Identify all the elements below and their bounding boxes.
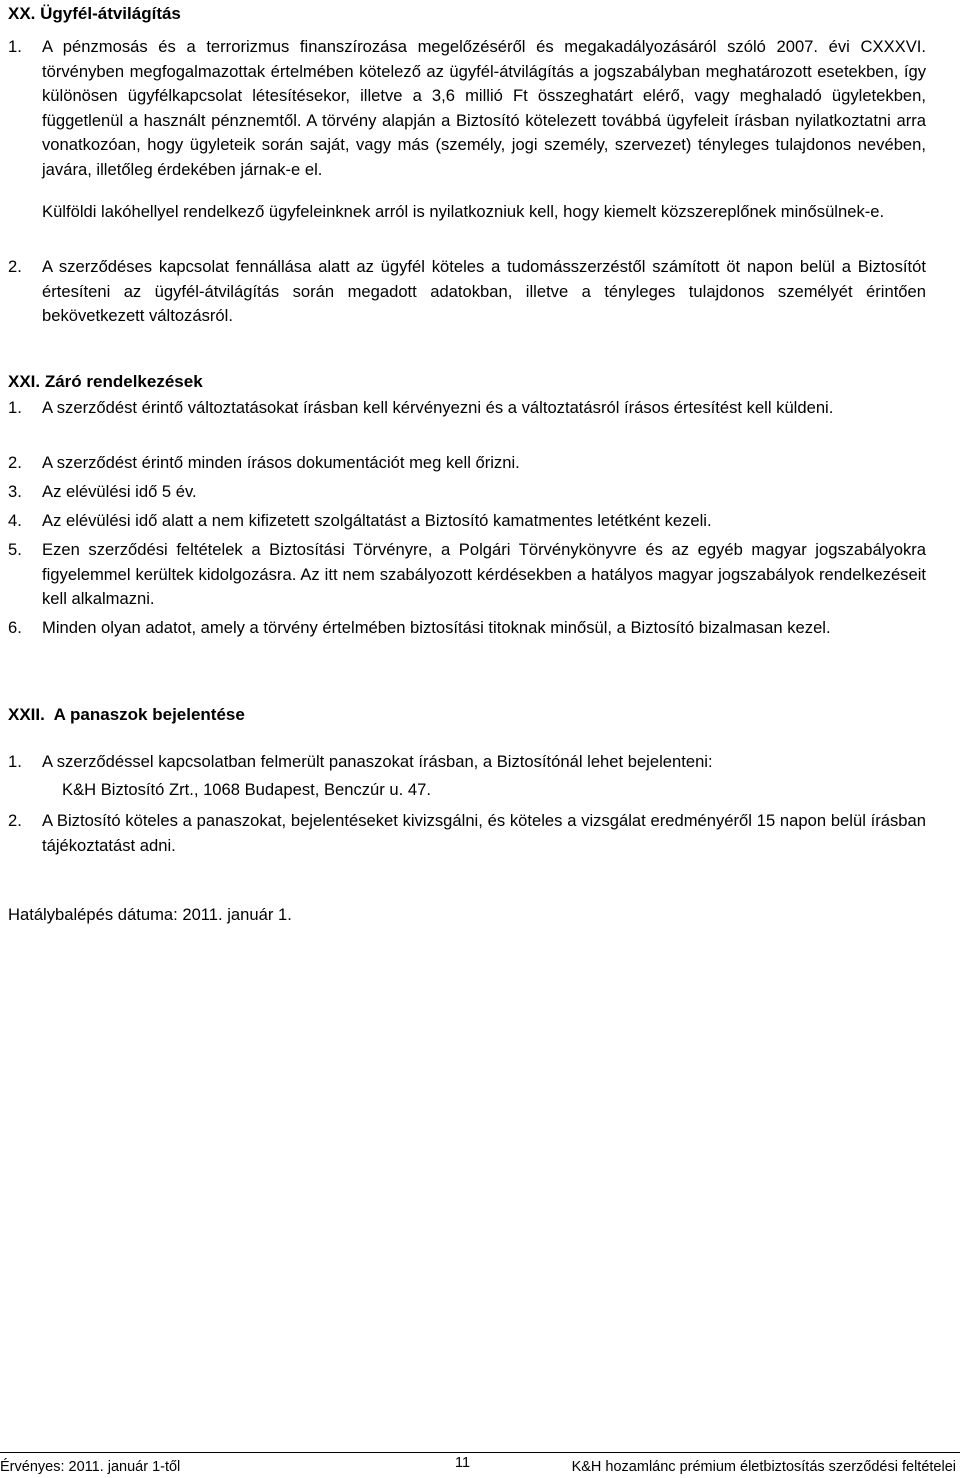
complaint-address: K&H Biztosító Zrt., 1068 Budapest, Benczúr u. 47. [62,780,431,799]
section-xx-item-1 [8,35,926,182]
effective-date: Hatálybalépés dátuma: 2011. január 1. [8,905,292,924]
section-xxi-title: XXI. Záró rendelkezések [8,372,203,391]
item-number: 1. [8,398,22,417]
item-number: 1. [8,752,22,771]
footer-divider [0,1452,960,1453]
item-number: 1. [8,37,22,56]
section-xxi-item-3 [8,480,926,505]
section-xxii-title: XXII. A panaszok bejelentése [8,705,245,724]
item-number: 5. [8,540,22,559]
item-number: 6. [8,618,22,637]
section-xx-item-1-paragraph-2-wrap [42,200,926,225]
section-xx-item-2 [8,255,926,329]
section-xxi-item-5-text: Ezen szerződési feltételek a Biztosítási Törvényre, a Polgári Törvénykönyvre és az egyéb magyar jogszabályokra figyelemmel kerültek kidolgozásra. Az itt nem szabályozott kérdésekben a hatályos magyar jogszabályok rendelkezéseit kell alkalmazni. [42,540,926,608]
section-xxi-item-5 [8,538,926,612]
page-number: 11 [455,1455,471,1471]
item-number: 2. [8,257,22,276]
section-xxi-item-2 [8,451,926,476]
section-xxi-item-1-text: A szerződést érintő változtatásokat írásban kell kérvényezni és a változtatásról írásos értesítést kell küldeni. [42,398,834,417]
footer-validity: Érvényes: 2011. január 1-től [0,1459,181,1475]
section-xx-item-2-text: A szerződéses kapcsolat fennállása alatt az ügyfél köteles a tudomásszerzéstől számított öt napon belül a Biztosítót értesíteni az ügyfél-átvilágítás során megadott adatokban, illetve a tényleges tulajdonos személyét érintően bekövetkezett változásról. [42,257,926,325]
section-xxi-item-6-text: Minden olyan adatot, amely a törvény értelmében biztosítási titoknak minősül, a Biztosító bizalmasan kezel. [42,618,831,637]
item-number: 3. [8,482,22,501]
section-xxi-item-1 [8,396,926,421]
section-xxii-item-1-text: A szerződéssel kapcsolatban felmerült panaszokat írásban, a Biztosítónál lehet bejelenteni: [42,752,713,771]
section-xxi-item-4-text: Az elévülési idő alatt a nem kifizetett szolgáltatást a Biztosító kamatmentes letétként kezeli. [42,511,712,530]
section-xx-item-1-paragraph-2: Külföldi lakóhellyel rendelkező ügyfeleinknek arról is nyilatkozniuk kell, hogy kiemelt közszereplőnek minősülnek-e. [42,202,885,221]
section-xx-item-1-paragraph-1: A pénzmosás és a terrorizmus finanszírozása megelőzéséről és megakadályozásáról szóló 2007. évi CXXXVI. törvényben megfogalmazottak értelmében kötelező az ügyfél-átvilágítás a jogszabályban meghatározott esetekben, így különösen ügyfélkapcsolat létesítésekor, illetve a 3,6 millió Ft összeghatárt elérő, vagy meghaladó ügyletekben, függetlenül a használt pénznemtől. A törvény alapján a Biztosító kötelezett továbbá ügyfeleit írásban nyilatkoztatni arra vonatkozóan, hogy ügyleteik során saját, vagy más (személy, jogi személy, szervezet) tényleges tulajdonos nevében, javára, illetőleg érdekében járnak-e el. [42,37,926,179]
item-number: 4. [8,511,22,530]
section-xxii-item-1 [8,750,926,775]
section-xxi-item-4 [8,509,926,534]
section-xxii-item-2-text: A Biztosító köteles a panaszokat, bejelentéseket kivizsgálni, és köteles a vizsgálat eredményéről 15 napon belül írásban tájékoztatást adni. [42,811,926,855]
section-xxi-item-2-text: A szerződést érintő minden írásos dokumentációt meg kell őrizni. [42,453,520,472]
section-xxii-item-2 [8,809,926,858]
section-xxi-item-3-text: Az elévülési idő 5 év. [42,482,197,501]
section-xxi-item-6 [8,616,926,641]
footer-document-title: K&H hozamlánc prémium életbiztosítás szerződési feltételei [571,1459,956,1475]
item-number: 2. [8,811,22,830]
item-number: 2. [8,453,22,472]
section-xx-title: XX. Ügyfél-átvilágítás [8,4,181,23]
